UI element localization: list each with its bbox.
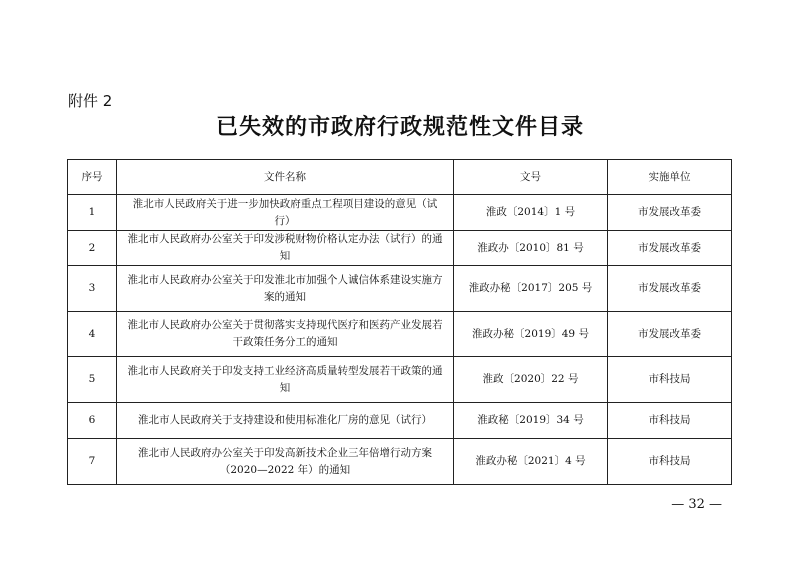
- cell-doc-name: 淮北市人民政府关于印发支持工业经济高质量转型发展若干政策的通知: [117, 357, 454, 403]
- cell-doc-name: 淮北市人民政府办公室关于印发涉税财物价格认定办法（试行）的通知: [117, 231, 454, 266]
- header-doc-number: 文号: [454, 160, 608, 195]
- header-unit: 实施单位: [608, 160, 732, 195]
- cell-unit: 市发展改革委: [608, 195, 732, 231]
- cell-doc-name: 淮北市人民政府办公室关于印发高新技术企业三年倍增行动方案（2020—2022 年）的通知: [117, 439, 454, 485]
- table-row: [68, 357, 732, 403]
- cell-doc-number: 淮政办秘〔2021〕4 号: [454, 439, 608, 485]
- cell-index: 2: [68, 231, 117, 266]
- attachment-label: 附件 2: [68, 92, 113, 110]
- cell-unit: 市发展改革委: [608, 231, 732, 266]
- cell-unit: 市科技局: [608, 403, 732, 439]
- cell-unit: 市科技局: [608, 357, 732, 403]
- cell-doc-name: 淮北市人民政府办公室关于印发淮北市加强个人诚信体系建设实施方案的通知: [117, 266, 454, 312]
- cell-index: 1: [68, 195, 117, 231]
- cell-doc-number: 淮政〔2014〕1 号: [454, 195, 608, 231]
- header-doc-name: 文件名称: [117, 160, 454, 195]
- cell-doc-number: 淮政办秘〔2017〕205 号: [454, 266, 608, 312]
- table-row: [68, 403, 732, 439]
- cell-index: 6: [68, 403, 117, 439]
- cell-index: 5: [68, 357, 117, 403]
- header-index: 序号: [68, 160, 117, 195]
- cell-doc-name: 淮北市人民政府关于支持建设和使用标准化厂房的意见（试行）: [117, 403, 454, 439]
- cell-doc-name: 淮北市人民政府办公室关于贯彻落实支持现代医疗和医药产业发展若干政策任务分工的通知: [117, 312, 454, 357]
- cell-unit: 市发展改革委: [608, 312, 732, 357]
- document-title: 已失效的市政府行政规范性文件目录: [215, 114, 584, 140]
- table-row: [68, 266, 732, 312]
- cell-unit: 市发展改革委: [608, 266, 732, 312]
- table-row: [68, 312, 732, 357]
- cell-index: 4: [68, 312, 117, 357]
- document-table: [67, 159, 732, 485]
- table-row: [68, 231, 732, 266]
- cell-doc-name: 淮北市人民政府关于进一步加快政府重点工程项目建设的意见（试行）: [117, 195, 454, 231]
- cell-index: 3: [68, 266, 117, 312]
- table-row: [68, 195, 732, 231]
- cell-doc-number: 淮政秘〔2019〕34 号: [454, 403, 608, 439]
- table-row: [68, 439, 732, 485]
- cell-doc-number: 淮政办〔2010〕81 号: [454, 231, 608, 266]
- cell-unit: 市科技局: [608, 439, 732, 485]
- cell-doc-number: 淮政办秘〔2019〕49 号: [454, 312, 608, 357]
- cell-doc-number: 淮政〔2020〕22 号: [454, 357, 608, 403]
- page-number: — 32 —: [671, 497, 722, 512]
- cell-index: 7: [68, 439, 117, 485]
- table-header-row: [68, 160, 732, 195]
